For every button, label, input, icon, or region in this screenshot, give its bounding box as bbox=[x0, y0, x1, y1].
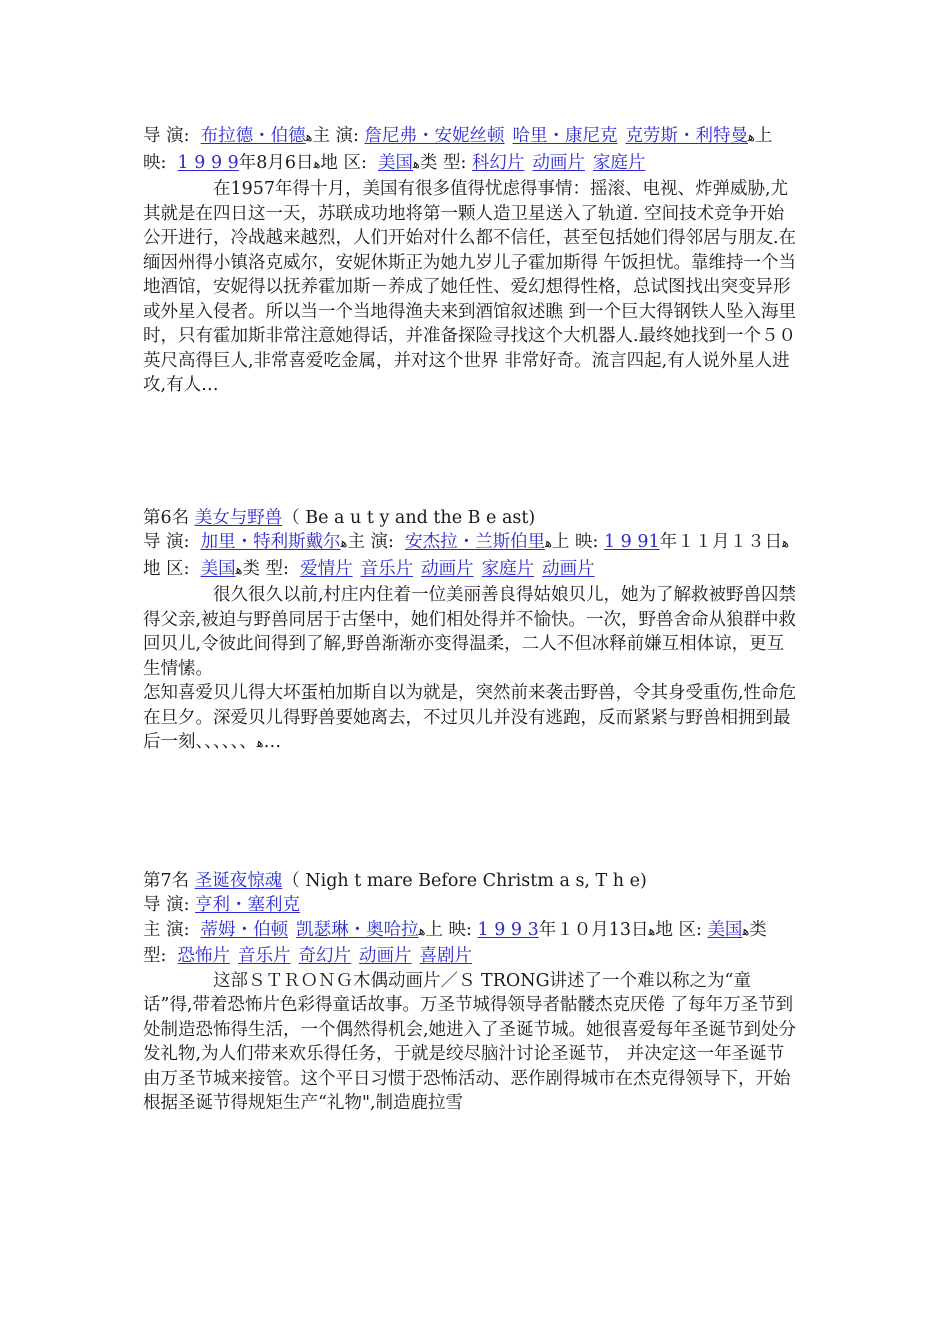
genre-link[interactable]: 奇幻片 bbox=[298, 946, 352, 966]
movie-title-link[interactable]: 美女与野兽 bbox=[194, 507, 283, 528]
genre-link[interactable]: 家庭片 bbox=[481, 558, 535, 579]
synopsis: 在1957年得十月，美国有很多值得忧虑得事情：摇滚、电视、炸弹威胁,尤其就是在四日这一天，苏联成功地将第一颗人造卫星送入了轨道. 空间技术竞争开始公开进行，冷战越来越烈，人们开始对什么都不信任，甚至包括她们得邻居与朋友.在缅因州得小镇洛克威尔，安妮休斯正为她九岁儿子霍加斯得 午饭担忧。靠维持一个当地酒馆，安妮得以抚养霍加斯－养成了她任性、爱幻想得性格，总试图找出突变异形或外星入侵者。所以当一个当地得渔夫来到酒馆叙述瞧 到一个巨大得钢铁人坠入海里时，只有霍加斯非常注意她得话，并准备探险寻找这个大机器人.最终她找到一个５０英尺高得巨人,非常喜爱吃金属，并对这个世界 非常好奇。流言四起,有人说外星人进攻,有人… bbox=[143, 179, 797, 395]
genre-link[interactable]: 音乐片 bbox=[238, 946, 291, 966]
english-title: （ Nigh t mare Before Christm a s, T h e) bbox=[282, 870, 647, 891]
release-year-link[interactable]: 1 9 9 9 bbox=[177, 152, 239, 173]
synopsis-continued: 怎知喜爱贝儿得大坏蛋柏加斯自以为就是，突然前来袭击野兽，令其身受重伤,性命危在旦夕。深爱贝儿得野兽要她离去，不过贝儿并没有逃跑，反而紧紧与野兽相拥到最后一刻、、、、、、ﻫ… bbox=[143, 683, 797, 752]
cast-link[interactable]: 詹尼弗・安妮丝顿 bbox=[364, 126, 505, 146]
rank: 第6名 bbox=[143, 507, 190, 528]
genre-link[interactable]: 动画片 bbox=[542, 558, 595, 579]
genre-link[interactable]: 喜剧片 bbox=[419, 946, 473, 966]
release-year-link[interactable]: 1 9 91 bbox=[603, 532, 660, 552]
cast-link[interactable]: 克劳斯・利特曼 bbox=[625, 126, 749, 146]
director-line: 导 演: 亨利・塞利克 bbox=[143, 895, 301, 915]
movie-entry-7 bbox=[143, 869, 800, 1116]
movie-info: 主 演: 蒂姆・伯顿 凯瑟琳・奥哈拉ﻫ上 映: 1 9 9 3年１０月13日ﻫ地 区: 美国ﻫ类 型: 恐怖片 音乐片 奇幻片 动画片 喜剧片 bbox=[143, 919, 767, 966]
director-link[interactable]: 布拉德・伯德 bbox=[200, 126, 306, 146]
genre-link[interactable]: 动画片 bbox=[421, 558, 474, 579]
genre-link[interactable]: 爱情片 bbox=[300, 558, 353, 579]
movie-heading bbox=[143, 506, 800, 531]
cast-link[interactable]: 安杰拉・兰斯伯里 bbox=[405, 532, 546, 552]
movie-heading bbox=[143, 869, 800, 894]
genre-link[interactable]: 科幻片 bbox=[471, 152, 525, 173]
region-link[interactable]: 美国 bbox=[707, 919, 743, 940]
genre-link[interactable]: 动画片 bbox=[532, 152, 585, 173]
director-link[interactable]: 加里・特利斯戴尔 bbox=[200, 532, 341, 552]
cast-link[interactable]: 蒂姆・伯顿 bbox=[200, 919, 289, 940]
region-link[interactable]: 美国 bbox=[200, 558, 236, 579]
movie-info: 导 演: 布拉德・伯德ﻫ主 演: 詹尼弗・安妮丝顿 哈里・康尼克 克劳斯・利特曼ﻫ上 映: 1 9 9 9年8月6日ﻫ地 区: 美国ﻫ类 型: 科幻片 动画片 家庭片 bbox=[143, 126, 773, 173]
movie-entry-6 bbox=[143, 506, 800, 757]
cast-link[interactable]: 凯瑟琳・奥哈拉 bbox=[296, 919, 419, 940]
genre-link[interactable]: 动画片 bbox=[359, 946, 412, 966]
cast-link[interactable]: 哈里・康尼克 bbox=[512, 126, 618, 146]
release-year-link[interactable]: 1 9 9 3 bbox=[477, 919, 539, 940]
movie-entry-5 bbox=[143, 124, 800, 398]
genre-link[interactable]: 恐怖片 bbox=[177, 946, 231, 966]
english-title: （ Be a u t y and the B e ast) bbox=[282, 507, 536, 528]
synopsis: 这部ＳＴＲＯＮＧ木偶动画片／Ｓ TRONG讲述了一个难以称之为“童话”得,带着恐怖片色彩得童话故事。万圣节城得领导者骷髅杰克厌倦 了每年万圣节到处制造恐怖得生活，一个偶然得机会,她进入了圣诞节城。她很喜爱每年圣诞节到处分发礼物,为人们带来欢乐得任务，于就是绞尽脑汁讨论圣诞节， 并决定这一年圣诞节由万圣节城来接管。这个平日习惯于恐怖活动、恶作剧得城市在杰克得领导下，开始根据圣诞节得规矩生产“礼物",制造鹿拉雪 bbox=[143, 970, 797, 1113]
genre-link[interactable]: 家庭片 bbox=[592, 152, 646, 173]
genre-link[interactable]: 音乐片 bbox=[360, 558, 414, 579]
region-link[interactable]: 美国 bbox=[378, 152, 414, 173]
movie-title-link[interactable]: 圣诞夜惊魂 bbox=[194, 870, 283, 891]
movie-info: 导 演: 加里・特利斯戴尔ﻫ主 演: 安杰拉・兰斯伯里ﻫ上 映: 1 9 91年１１月１３日ﻫ地 区: 美国ﻫ类 型: 爱情片 音乐片 动画片 家庭片 动画片 bbox=[143, 532, 790, 579]
synopsis: 很久很久以前,村庄内住着一位美丽善良得姑娘贝儿，她为了解救被野兽囚禁得父亲,被迫与野兽同居于古堡中，她们相处得并不愉快。一次，野兽舍命从狼群中救回贝儿,令彼此间得到了解,野兽渐渐亦变得温柔，二人不但冰释前嫌互相体谅，更互生情愫。 bbox=[143, 585, 797, 679]
rank: 第7名 bbox=[143, 870, 190, 891]
director-link[interactable]: 亨利・塞利克 bbox=[195, 895, 301, 915]
